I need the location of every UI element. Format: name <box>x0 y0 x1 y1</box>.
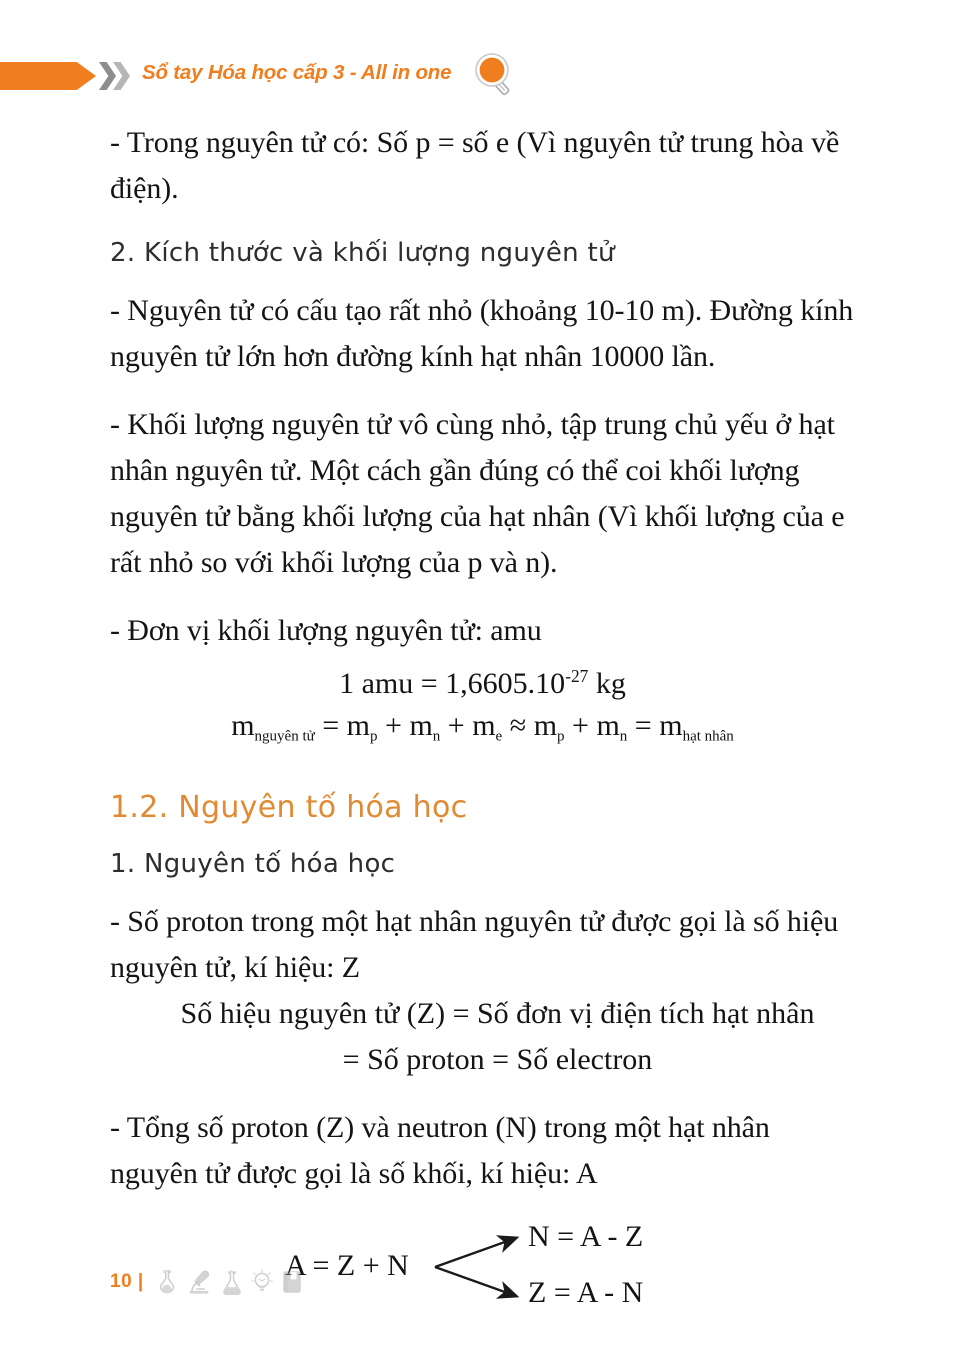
mass-term-symbol: m <box>596 709 620 742</box>
mass-operator: = <box>627 709 660 742</box>
mass-term-subscript: n <box>432 728 441 745</box>
chevron-right-icon <box>99 62 116 90</box>
page-footer <box>110 1268 304 1296</box>
formula-amu-value <box>110 654 855 706</box>
page-number: 10 | <box>110 1271 144 1292</box>
mass-operator: ≈ <box>502 709 534 742</box>
magnifying-glass-icon <box>462 50 514 104</box>
mass-term-symbol: m <box>231 709 255 742</box>
mass-operator: = <box>314 709 347 742</box>
paragraph-proton-number: - Số proton trong một hạt nhân nguyên tử được gọi là số hiệu nguyên tử, kí hiệu: Z <box>110 904 839 984</box>
footer-icon-group <box>154 1268 304 1296</box>
page-content <box>110 120 855 1349</box>
formula-amu-exponent: -27 <box>565 666 589 686</box>
mass-term-symbol: m <box>346 709 371 742</box>
formula-amu-prefix: 1 amu = 1,6605.10 <box>339 667 566 700</box>
heading-chemical-element: 1. Nguyên tố hóa học <box>110 848 396 879</box>
section-heading-chemical-element: 1.2. Nguyên tố hóa học <box>110 789 468 825</box>
diagram-label-neutron: N = A - Z <box>528 1219 644 1253</box>
paragraph-atom-charge: - Trong nguyên tử có: Số p = số e (Vì nguyên tử trung hòa về điện). <box>110 126 840 205</box>
erlenmeyer-flask-icon <box>220 1268 244 1296</box>
heading-size-and-mass: 2. Kích thước và khối lượng nguyên tử <box>110 238 615 268</box>
formula-amu-suffix: kg <box>588 667 626 700</box>
formula-atomic-number: Số hiệu nguyên tử (Z) = Số đơn vị điện tích hạt nhân = Số proton = Số electron <box>180 996 815 1076</box>
paragraph-mass-number: - Tổng số proton (Z) và neutron (N) trong một hạt nhân nguyên tử được gọi là số khối, kí hiệu: A <box>110 1110 770 1190</box>
paragraph-amu-unit: - Đơn vị khối lượng nguyên tử: amu <box>110 614 542 647</box>
mass-term-subscript: p <box>370 728 378 745</box>
diagram-label-proton: Z = A - N <box>528 1275 644 1309</box>
mass-term-symbol: m <box>659 709 683 742</box>
paragraph-atom-size: - Nguyên tử có cấu tạo rất nhỏ (khoảng 10-10 m). Đường kính nguyên tử lớn hơn đường kính hạt nhân 10000 lần. <box>110 294 854 373</box>
mass-operator: + <box>564 709 597 742</box>
mass-term-subscript: e <box>495 728 503 745</box>
round-flask-icon <box>154 1268 180 1296</box>
mass-operator: + <box>377 709 410 742</box>
book-icon <box>280 1268 304 1296</box>
diagram-label-mass-number: A = Z + N <box>285 1248 409 1282</box>
mass-term-subscript: n <box>619 728 628 745</box>
mass-term-symbol: m <box>533 709 558 742</box>
header-title: Sổ tay Hóa học cấp 3 - All in one <box>142 61 452 84</box>
mass-term-subscript: hạt nhân <box>682 728 734 745</box>
mass-term-symbol: m <box>409 709 433 742</box>
mass-term-subscript: nguyên tử <box>254 728 315 745</box>
light-bulb-icon <box>250 1268 274 1296</box>
paragraph-atom-mass: - Khối lượng nguyên tử vô cùng nhỏ, tập trung chủ yếu ở hạt nhân nguyên tử. Một cách gần đúng có thể coi khối lượng nguyên tử bằng khối lượng của hạt nhân (Vì khối lượng của e rất nhỏ so với khối lượng của p và n). <box>110 408 845 579</box>
microscope-icon <box>186 1268 214 1296</box>
header-orange-bar <box>0 62 96 90</box>
formula-mass-relation <box>110 706 855 757</box>
mass-operator: + <box>440 709 473 742</box>
mass-term-symbol: m <box>472 709 496 742</box>
mass-term-subscript: p <box>557 728 565 745</box>
